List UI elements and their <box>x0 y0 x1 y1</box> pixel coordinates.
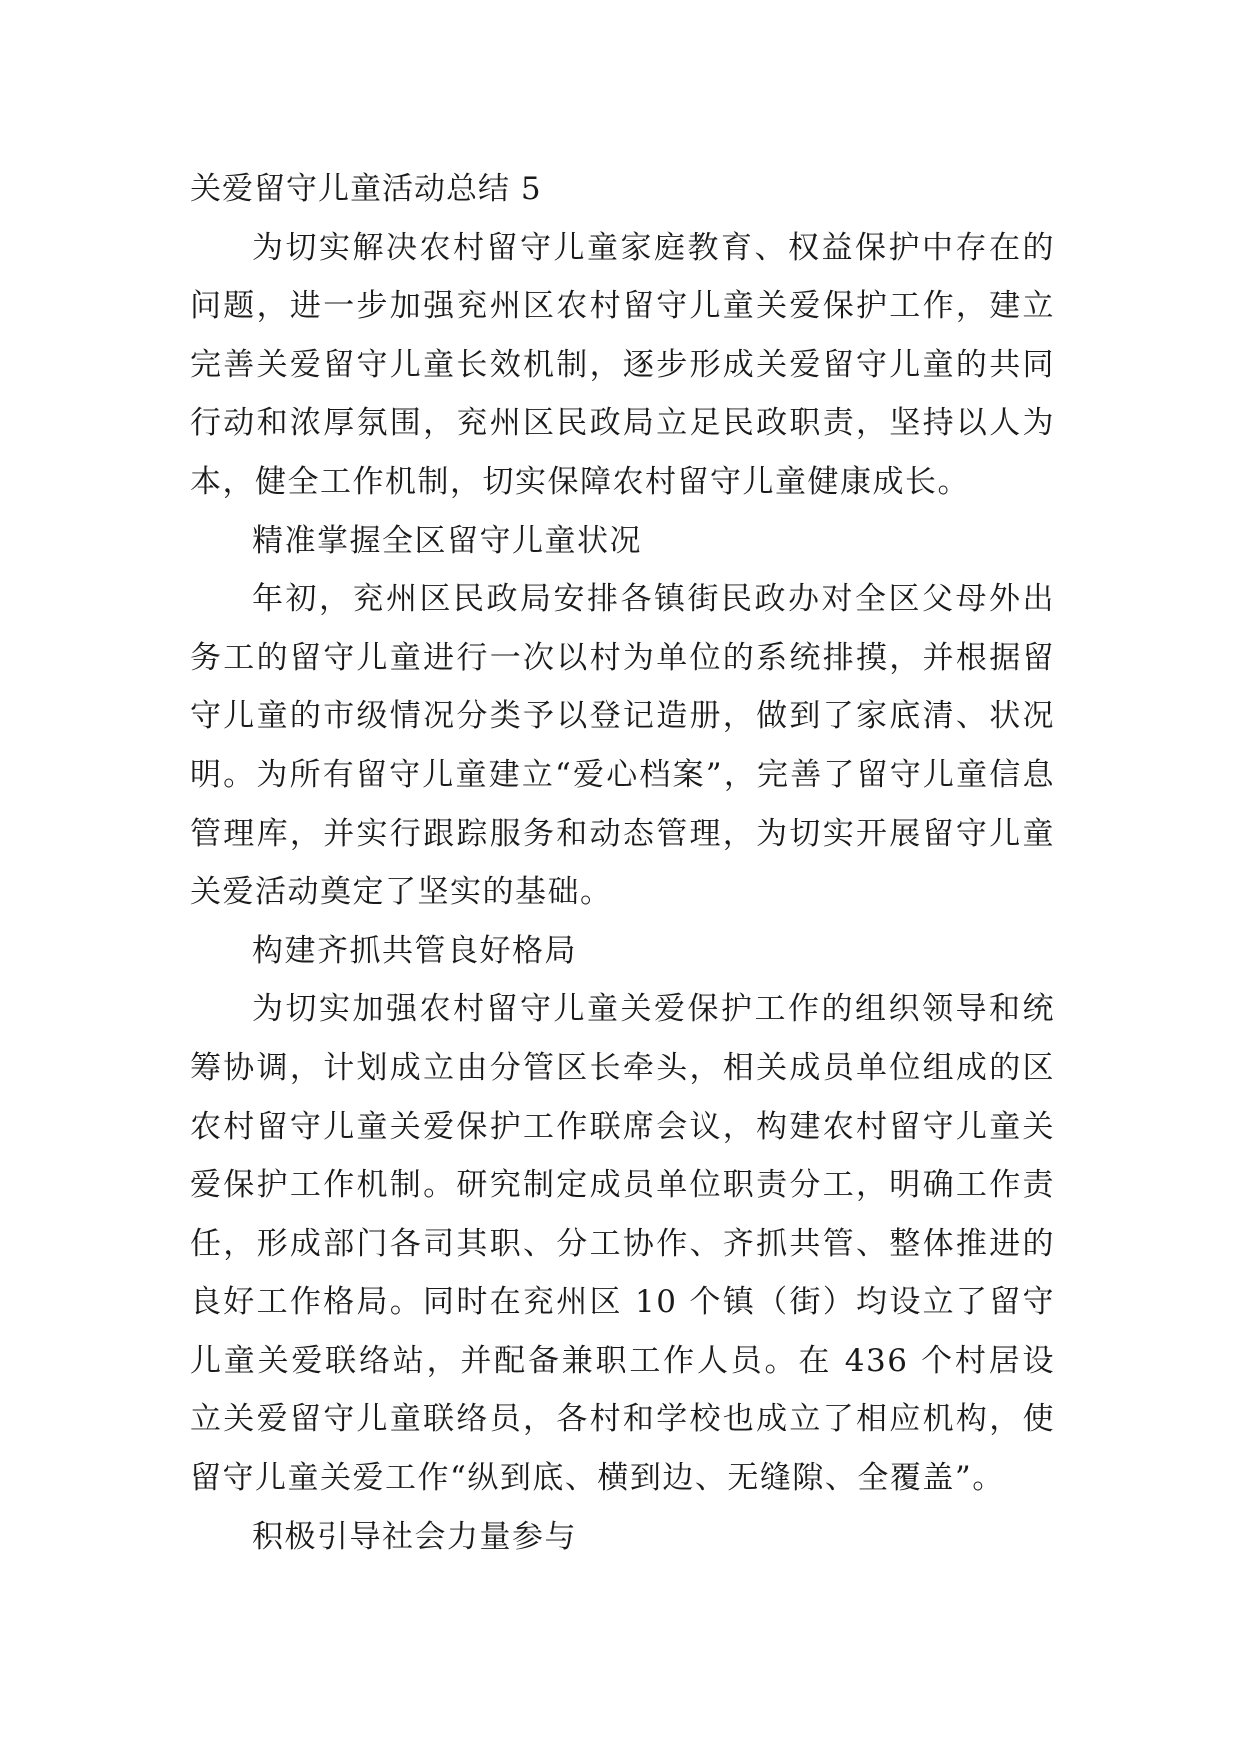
document-title: 关爱留守儿童活动总结 5 <box>190 171 542 207</box>
paragraph-structure: 为切实加强农村留守儿童关爱保护工作的组织领导和统筹协调，计划成立由分管区长牵头，相关成员单位组成的区农村留守儿童关爱保护工作联席会议，构建农村留守儿童关爱保护工作机制。研究制定成员单位职责分工，明确工作责任，形成部门各司其职、分工协作、齐抓共管、整体推进的良好工作格局。同时在兖州区 10 个镇（街）均设立了留守儿童关爱联络站，并配备兼职工作人员。在 436 个村居设立关爱留守儿童联络员，各村和学校也成立了相应机构，使留守儿童关爱工作“纵到底、横到边、无缝隙、全覆盖”。 <box>190 991 1055 1497</box>
section-heading-structure: 构建齐抓共管良好格局 <box>252 932 577 969</box>
section-heading-status: 精准掌握全区留守儿童状况 <box>252 522 642 559</box>
paragraph-status: 年初，兖州区民政局安排各镇街民政办对全区父母外出务工的留守儿童进行一次以村为单位的系统排摸，并根据留守儿童的市级情况分类予以登记造册，做到了家底清、状况明。为所有留守儿童建立“爱心档案”，完善了留守儿童信息管理库，并实行跟踪服务和动态管理，为切实开展留守儿童关爱活动奠定了坚实的基础。 <box>190 581 1055 911</box>
section-heading-social: 积极引导社会力量参与 <box>252 1518 577 1555</box>
paragraph-intro: 为切实解决农村留守儿童家庭教育、权益保护中存在的问题，进一步加强兖州区农村留守儿童关爱保护工作，建立完善关爱留守儿童长效机制，逐步形成关爱留守儿童的共同行动和浓厚氛围，兖州区民政局立足民政职责，坚持以人为本，健全工作机制，切实保障农村留守儿童健康成长。 <box>190 229 1055 500</box>
document-page <box>190 160 1055 1566</box>
